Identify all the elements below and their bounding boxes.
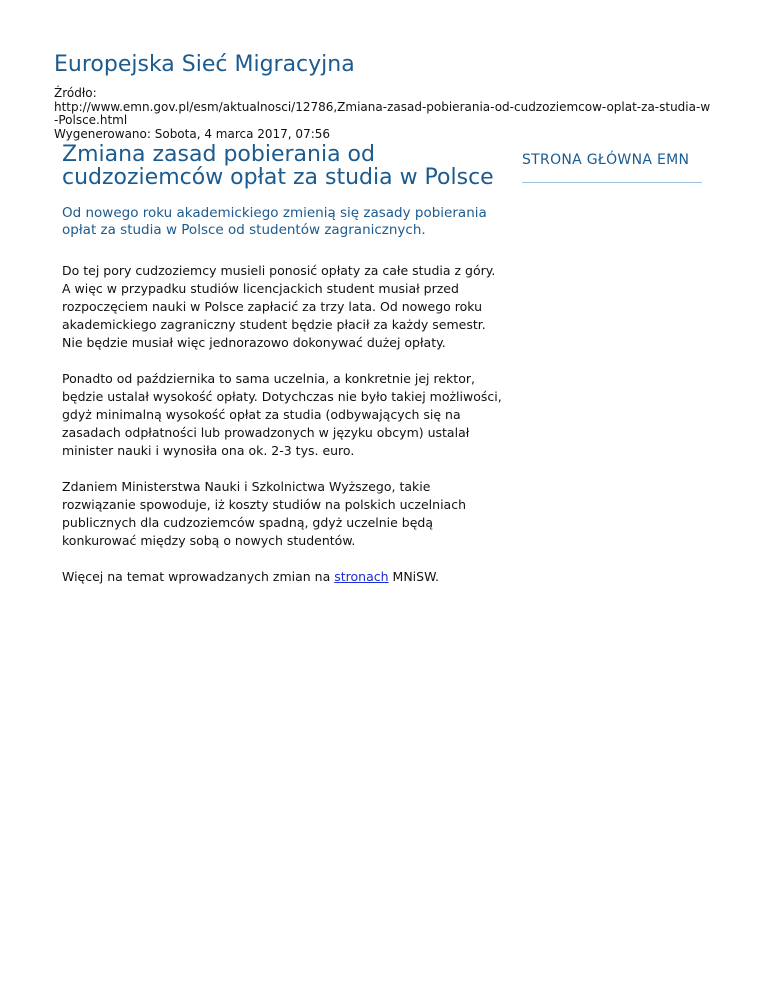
article-title: Zmiana zasad pobierania od cudzoziemców opłat za studia w Polsce bbox=[62, 142, 494, 190]
source-label: Źródło: bbox=[54, 86, 97, 100]
generated-date: Wygenerowano: Sobota, 4 marca 2017, 07:56 bbox=[54, 126, 331, 141]
more-info-suffix: MNiSW. bbox=[388, 569, 439, 584]
article-paragraph: Do tej pory cudzoziemcy musieli ponosić opłaty za całe studia z góry. A więc w przypadku studiów licencjackich student musiał przed rozpoczęciem nauki w Polsce zapłacić za trzy lata. Od nowego roku akademickiego zagraniczny student będzie płacił za każdy semestr. Nie będzie musiał więc jednorazowo dokonywać dużej opłaty. bbox=[62, 263, 496, 350]
mnisw-pages-link[interactable]: stronach bbox=[334, 569, 389, 584]
article-paragraph-last bbox=[62, 568, 502, 586]
site-title: Europejska Sieć Migracyjna bbox=[54, 52, 355, 77]
sidebar bbox=[522, 152, 702, 183]
article-paragraph: Ponadto od października to sama uczelnia, a konkretnie jej rektor, będzie ustalał wysokość opłaty. Dotychczas nie było takiej możliwości, gdyż minimalną wysokość opłat za studia (odbywających się na zasadach odpłatności lub prowadzonych w języku obcym) ustalał minister nauki i wynosiła ona ok. 2-3 tys. euro. bbox=[62, 371, 502, 458]
home-link[interactable]: STRONA GŁÓWNA EMN bbox=[522, 152, 702, 183]
article-paragraph: Zdaniem Ministerstwa Nauki i Szkolnictwa Wyższego, takie rozwiązanie spowoduje, iż koszty studiów na polskich uczelniach publicznych dla cudzoziemców spadną, gdyż uczelnie będą konkurować między sobą o nowych studentów. bbox=[62, 479, 466, 548]
more-info-text: Więcej na temat wprowadzanych zmian na bbox=[62, 569, 335, 584]
source-info bbox=[54, 87, 714, 141]
source-url: http://www.emn.gov.pl/esm/aktualnosci/12786,Zmiana-zasad-pobierania-od-cudzoziemcow-oplat-za-studia-w-Polsce.html bbox=[54, 99, 711, 127]
article-body bbox=[62, 262, 502, 586]
article bbox=[62, 143, 502, 604]
article-lead: Od nowego roku akademickiego zmienią się zasady pobierania opłat za studia w Polsce od studentów zagranicznych. bbox=[62, 205, 487, 238]
